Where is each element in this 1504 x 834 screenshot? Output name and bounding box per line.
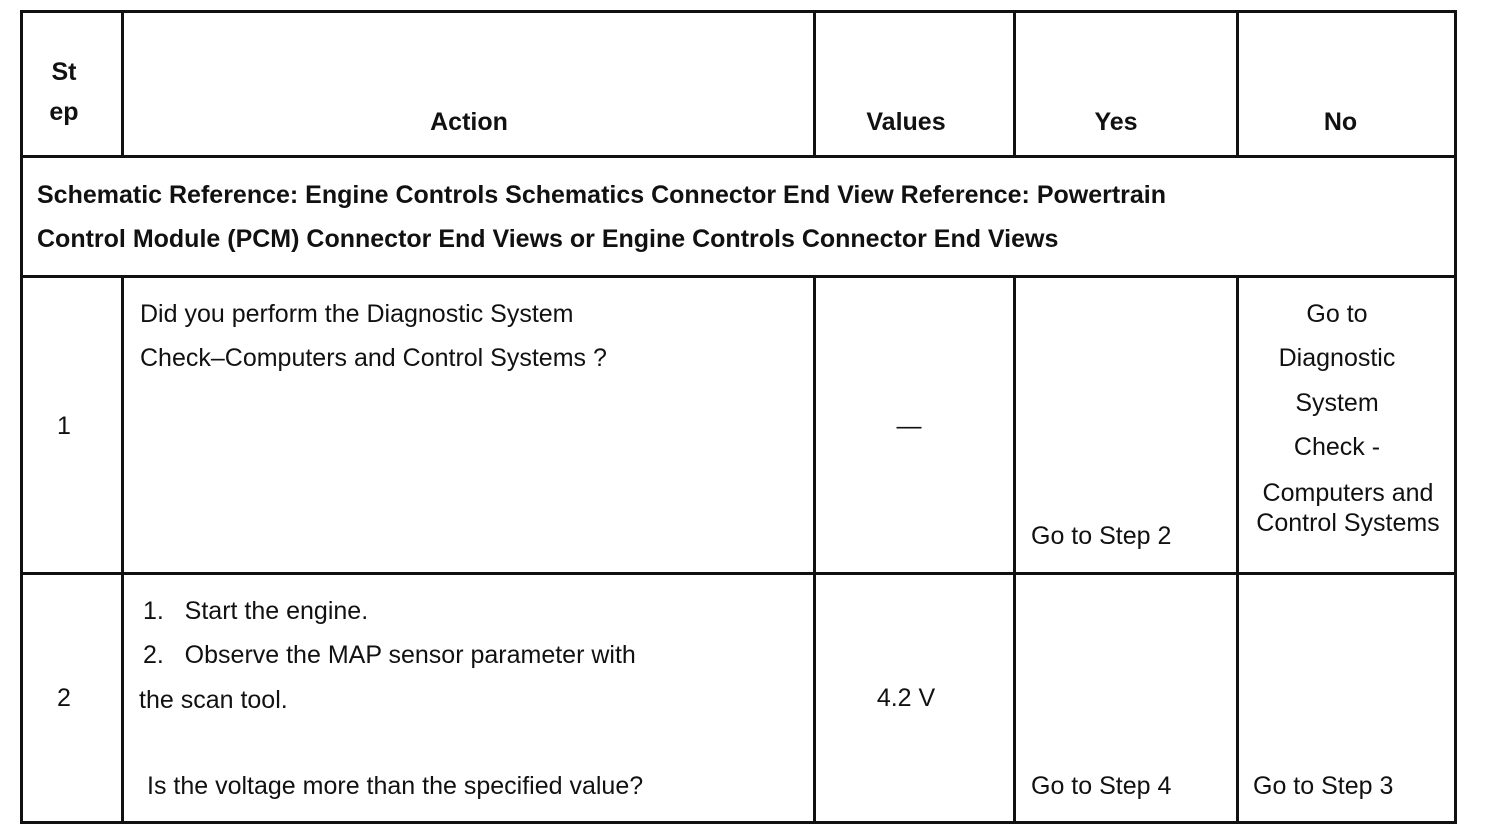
header-step-line1: St xyxy=(51,58,77,86)
row2-action-item2-cont: the scan tool. xyxy=(139,686,288,714)
row2-action-item2: 2. Observe the MAP sensor parameter with xyxy=(143,641,636,669)
row1-yes: Go to Step 2 xyxy=(1031,522,1172,550)
row1-step: 1 xyxy=(57,412,71,440)
row2-no: Go to Step 3 xyxy=(1253,772,1394,800)
header-no: No xyxy=(1323,108,1358,136)
row2-yes: Go to Step 4 xyxy=(1031,772,1172,800)
row1-no-line5: Computers and xyxy=(1262,479,1434,507)
row1-no-line4: Check - xyxy=(1293,433,1381,461)
row2-value: 4.2 V xyxy=(876,684,936,712)
row2-action-question: Is the voltage more than the specified value? xyxy=(147,772,644,800)
row1-action-line2: Check–Computers and Control Systems ? xyxy=(140,344,607,372)
row2-step: 2 xyxy=(57,684,71,712)
reference-line-1: Schematic Reference: Engine Controls Schematics Connector End View Reference: Powertrain xyxy=(37,181,1167,209)
row-divider xyxy=(20,572,1457,575)
header-step-line2: ep xyxy=(49,98,79,126)
table-border-left xyxy=(20,10,23,823)
table-border-right xyxy=(1454,10,1457,823)
row1-value: — xyxy=(896,412,922,440)
header-divider xyxy=(20,155,1457,158)
row1-no-line3: System xyxy=(1295,389,1379,417)
col-divider-step-body xyxy=(121,275,124,823)
table-border-bottom xyxy=(20,821,1457,824)
header-yes: Yes xyxy=(1094,108,1138,136)
col-divider-values-body xyxy=(1013,275,1016,823)
row2-action-item1: 1. Start the engine. xyxy=(143,597,369,625)
reference-divider xyxy=(20,275,1457,278)
col-divider-action-body xyxy=(813,275,816,823)
row1-action-line1: Did you perform the Diagnostic System xyxy=(140,300,574,328)
header-values: Values xyxy=(866,108,946,136)
row1-no-line6: Control Systems xyxy=(1256,509,1440,537)
row1-no-line2: Diagnostic xyxy=(1278,344,1396,372)
header-step xyxy=(24,52,104,132)
table-border-top xyxy=(20,10,1457,13)
row1-no-line1: Go to xyxy=(1306,300,1368,328)
reference-line-2: Control Module (PCM) Connector End Views or Engine Controls Connector End Views xyxy=(37,225,1059,253)
header-action: Action xyxy=(430,108,508,136)
